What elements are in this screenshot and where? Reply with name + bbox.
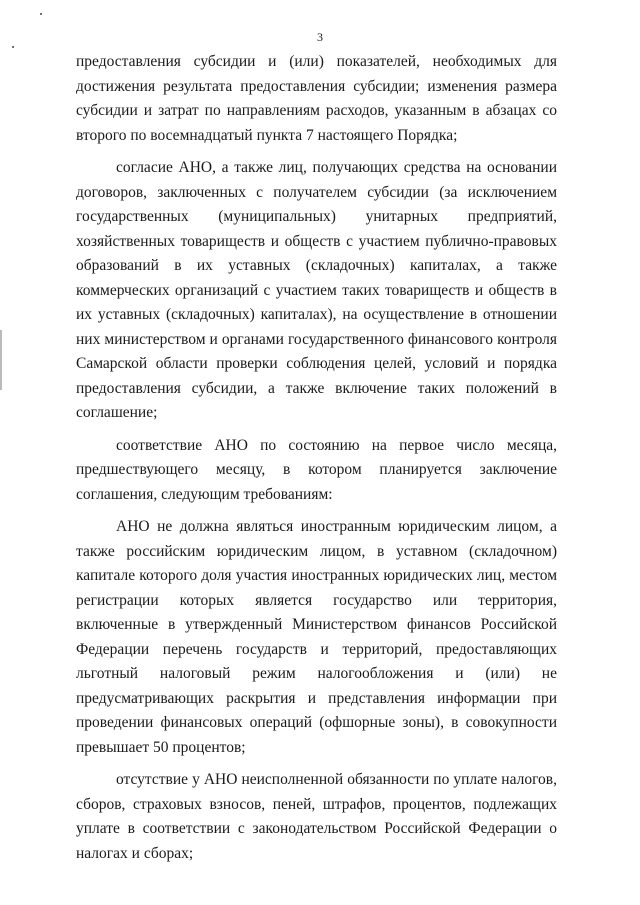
scan-speck [12,46,14,48]
paragraph-foreign-entity: АНО не должна являться иностранным юридическим лицом, а также российским юридическим лицом, в уставном (складочном) капитале которого доля участия иностранных юридических лиц, местом регистрации которых является государство или территория, включенные в утвержденный Министерством финансов Российской Федерации перечень государств и территорий, предоставляющих льготный налоговый режим налогообложения и (или) не предусматривающих раскрытия и представления информации при проведении финансовых операций (офшорные зоны), в совокупности превышает 50 процентов; [76,518,557,756]
paragraph-compliance: соответствие АНО по состоянию на первое число месяца, предшествующего месяцу, в котором планируется заключение соглашения, следующим требованиям: [76,436,557,503]
scan-speck [40,13,42,15]
scan-edge-mark [0,330,2,390]
paragraph-tax-obligations: отсутствие у АНО неисполненной обязанности по уплате налогов, сборов, страховых взносов, пеней, штрафов, процентов, подлежащих уплате в соответствии с законодательством Российской Федерации о налогах и сборах; [76,771,557,862]
paragraph-consent: согласие АНО, а также лиц, получающих средства на основании договоров, заключенных с получателем субсидии (за исключением государственных (муниципальных) унитарных предприятий, хозяйственных товариществ и обществ с участием публично-правовых образований в их уставных (складочных) капиталах, а также коммерческих организаций с участием таких товариществ и обществ в их уставных (складочных) капиталах), на осуществление в отношении них министерством и органами государственного финансового контроля Самарской области проверки соблюдения целей, условий и порядка предоставления субсидии, а также включение таких положений в соглашение; [76,159,557,421]
page-number: 3 [317,30,323,44]
paragraph-continued: предоставления субсидии и (или) показателей, необходимых для достижения результата предоставления субсидии; изменения размера субсидии и затрат по направлениям расходов, указанным в абзацах со второго по восемнадцатый пункта 7 настоящего Порядка; [76,53,557,144]
document-body [76,50,557,866]
